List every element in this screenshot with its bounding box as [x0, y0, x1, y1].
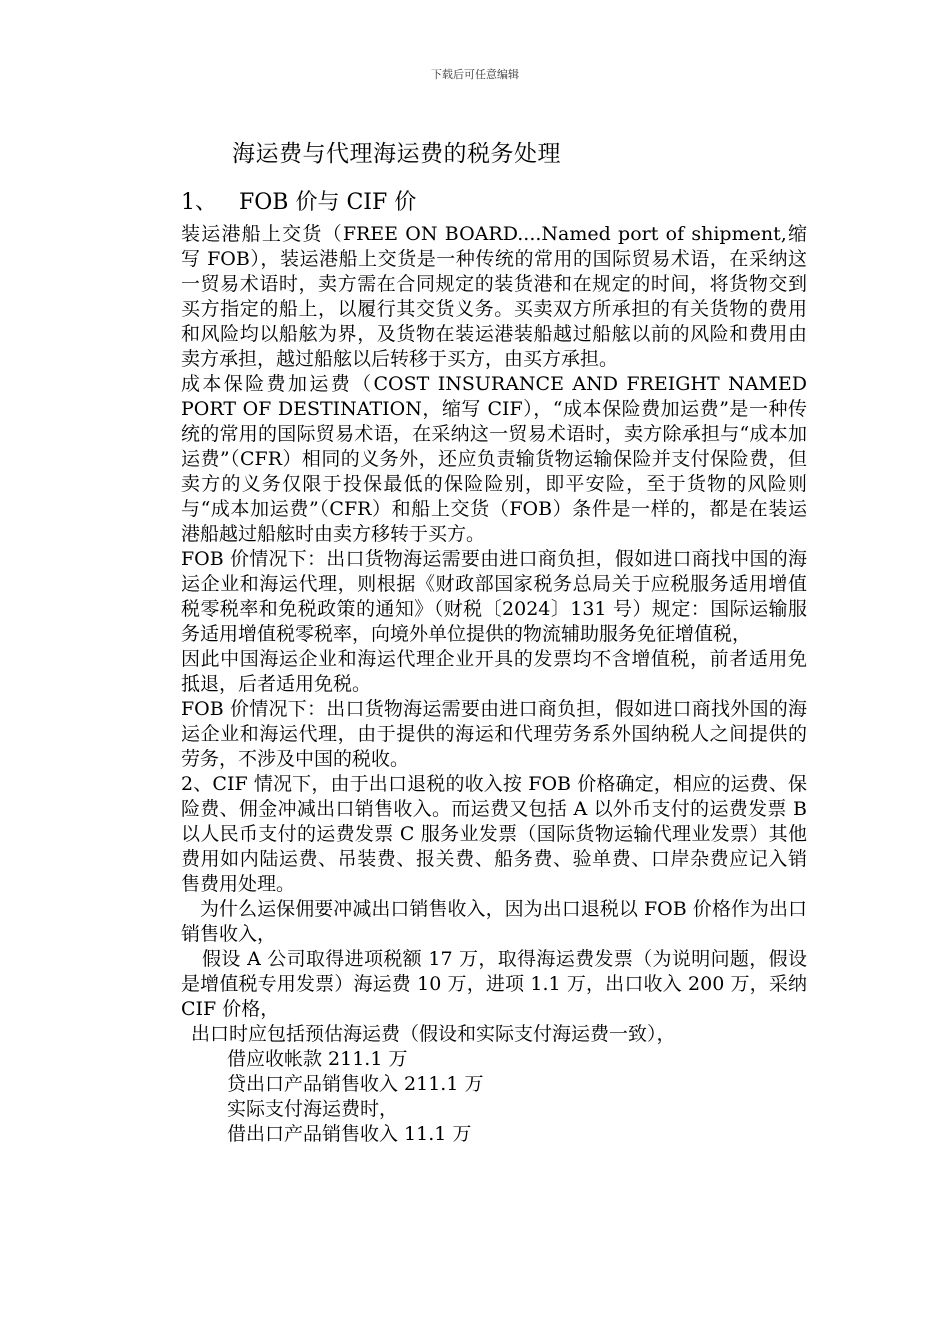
paragraph-fob-foreign-agent: FOB 价情况下：出口货物海运需要由进口商负担，假如进口商找外国的海运企业和海运代理，由于提供的海运和代理劳务系外国纳税人之间提供的劳务，不涉及中国的税收。 [181, 698, 807, 770]
section-heading-text: FOB 价与 CIF 价 [239, 190, 417, 215]
paragraph-export-estimate: 出口时应包括预估海运费（假设和实际支付海运费一致）， [191, 1023, 676, 1045]
section-number: 1、 [181, 190, 217, 215]
header-note: 下载后可任意编辑 [431, 68, 519, 81]
entry-debit-receivable: 借应收帐款 211.1 万 [227, 1048, 408, 1070]
paragraph-fob-definition: 装运港船上交货（FREE ON BOARD....Named port of shipment,缩写 FOB），装运港船上交货是一种传统的常用的国际贸易术语，在采纳这一贸易术语时，卖方需在合同规定的装货港和在规定的时间，将货物交到买方指定的船上，以履行其交货义务。买卖双方所承担的有关货物的费用和风险均以船舷为界，及货物在装运港装船越过船舷以前的风险和费用由卖方承担，越过船舷以后转移于买方，由买方承担。 [181, 223, 807, 370]
document-title: 海运费与代理海运费的税务处理 [232, 141, 561, 167]
entry-credit-sales: 贷出口产品销售收入 211.1 万 [227, 1073, 484, 1095]
section-heading [181, 185, 416, 216]
document-body [181, 222, 807, 1147]
entry-debit-sales: 借出口产品销售收入 11.1 万 [227, 1123, 472, 1145]
paragraph-cif-definition: 成本保险费加运费（COST INSURANCE AND FREIGHT NAMED PORT OF DESTINATION，缩写 CIF），“成本保险费加运费”是一种传统的常用的国际贸易术语，在采纳这一贸易术语时，卖方除承担与“成本加运费”（CFR）相同的义务外，还应负责输货物运输保险并支付保险费，但卖方的义务仅限于投保最低的保险险别，即平安险，至于货物的风险则与“成本加运费”（CFR）和船上交货（FOB）条件是一样的，都是在装运港船越过船舷时由卖方移转于买方。 [181, 373, 807, 545]
paragraph-invoice-vat: 因此中国海运企业和海运代理企业开具的发票均不含增值税，前者适用免抵退，后者适用免税。 [181, 648, 807, 695]
paragraph-example: 假设 A 公司取得进项税额 17 万，取得海运费发票（为说明问题，假设是增值税专用发票）海运费 10 万，进项 1.1 万，出口收入 200 万，采纳 CIF 价格， [181, 948, 807, 1020]
entry-actual-payment: 实际支付海运费时， [227, 1098, 399, 1120]
paragraph-cif-case: 2、CIF 情况下，由于出口退税的收入按 FOB 价格确定，相应的运费、保险费、佣金冲减出口销售收入。而运费又包括 A 以外币支付的运费发票 B 以人民币支付的运费发票 C 服务业发票（国际货物运输代理业发票）其他费用如内陆运费、吊装费、报关费、船务费、验单费、口岸杂费应记入销售费用处理。 [181, 773, 807, 895]
paragraph-why-deduct: 为什么运保佣要冲减出口销售收入，因为出口退税以 FOB 价格作为出口销售收入， [181, 898, 807, 945]
paragraph-fob-china-agent: FOB 价情况下：出口货物海运需要由进口商负担，假如进口商找中国的海运企业和海运代理，则根据《财政部国家税务总局关于应税服务适用增值税零税率和免税政策的通知》（财税〔2024〕131 号）规定：国际运输服务适用增值税零税率，向境外单位提供的物流辅助服务免征增值税， [181, 548, 807, 645]
